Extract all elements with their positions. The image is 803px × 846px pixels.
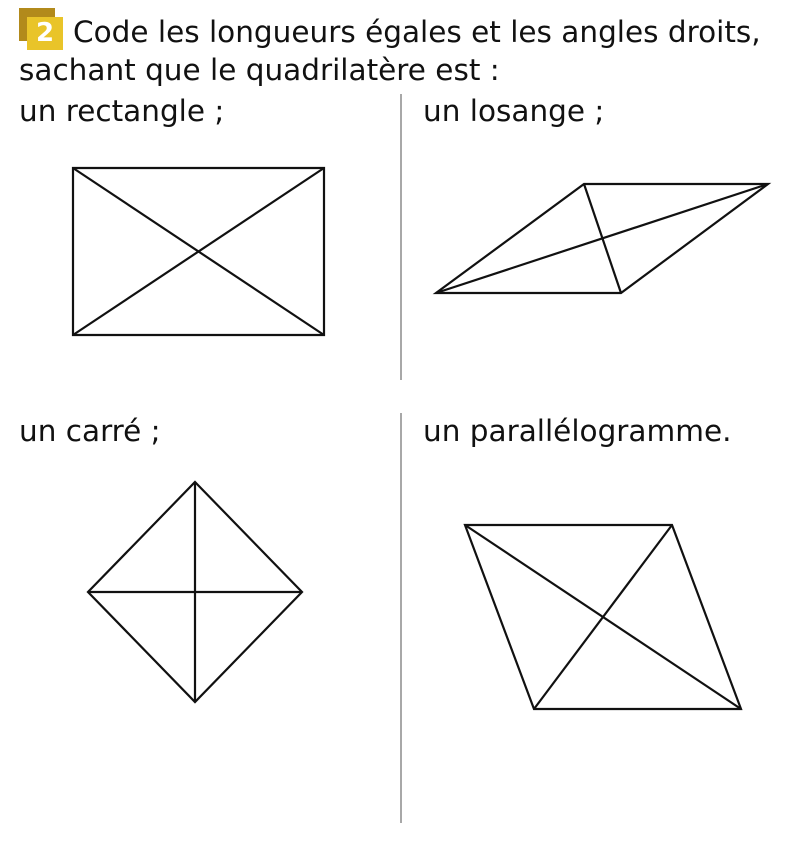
label-losange: un losange ; xyxy=(423,94,605,128)
label-rectangle: un rectangle ; xyxy=(19,94,225,128)
carre-figure[interactable] xyxy=(88,482,302,702)
parallelogramme-figure[interactable] xyxy=(465,525,741,709)
label-carre: un carré ; xyxy=(19,414,161,448)
losange-figure[interactable] xyxy=(436,184,768,293)
exercise-number: 2 xyxy=(27,17,63,50)
label-parallelogramme: un parallélogramme. xyxy=(423,414,732,448)
parallelogramme-diagonal-2 xyxy=(534,525,672,709)
instruction-text: Code les longueurs égales et les angles droits, sachant que le quadrilatère est : xyxy=(19,15,761,87)
rectangle-figure[interactable] xyxy=(73,168,324,335)
losange-diagonal-short xyxy=(584,184,621,293)
